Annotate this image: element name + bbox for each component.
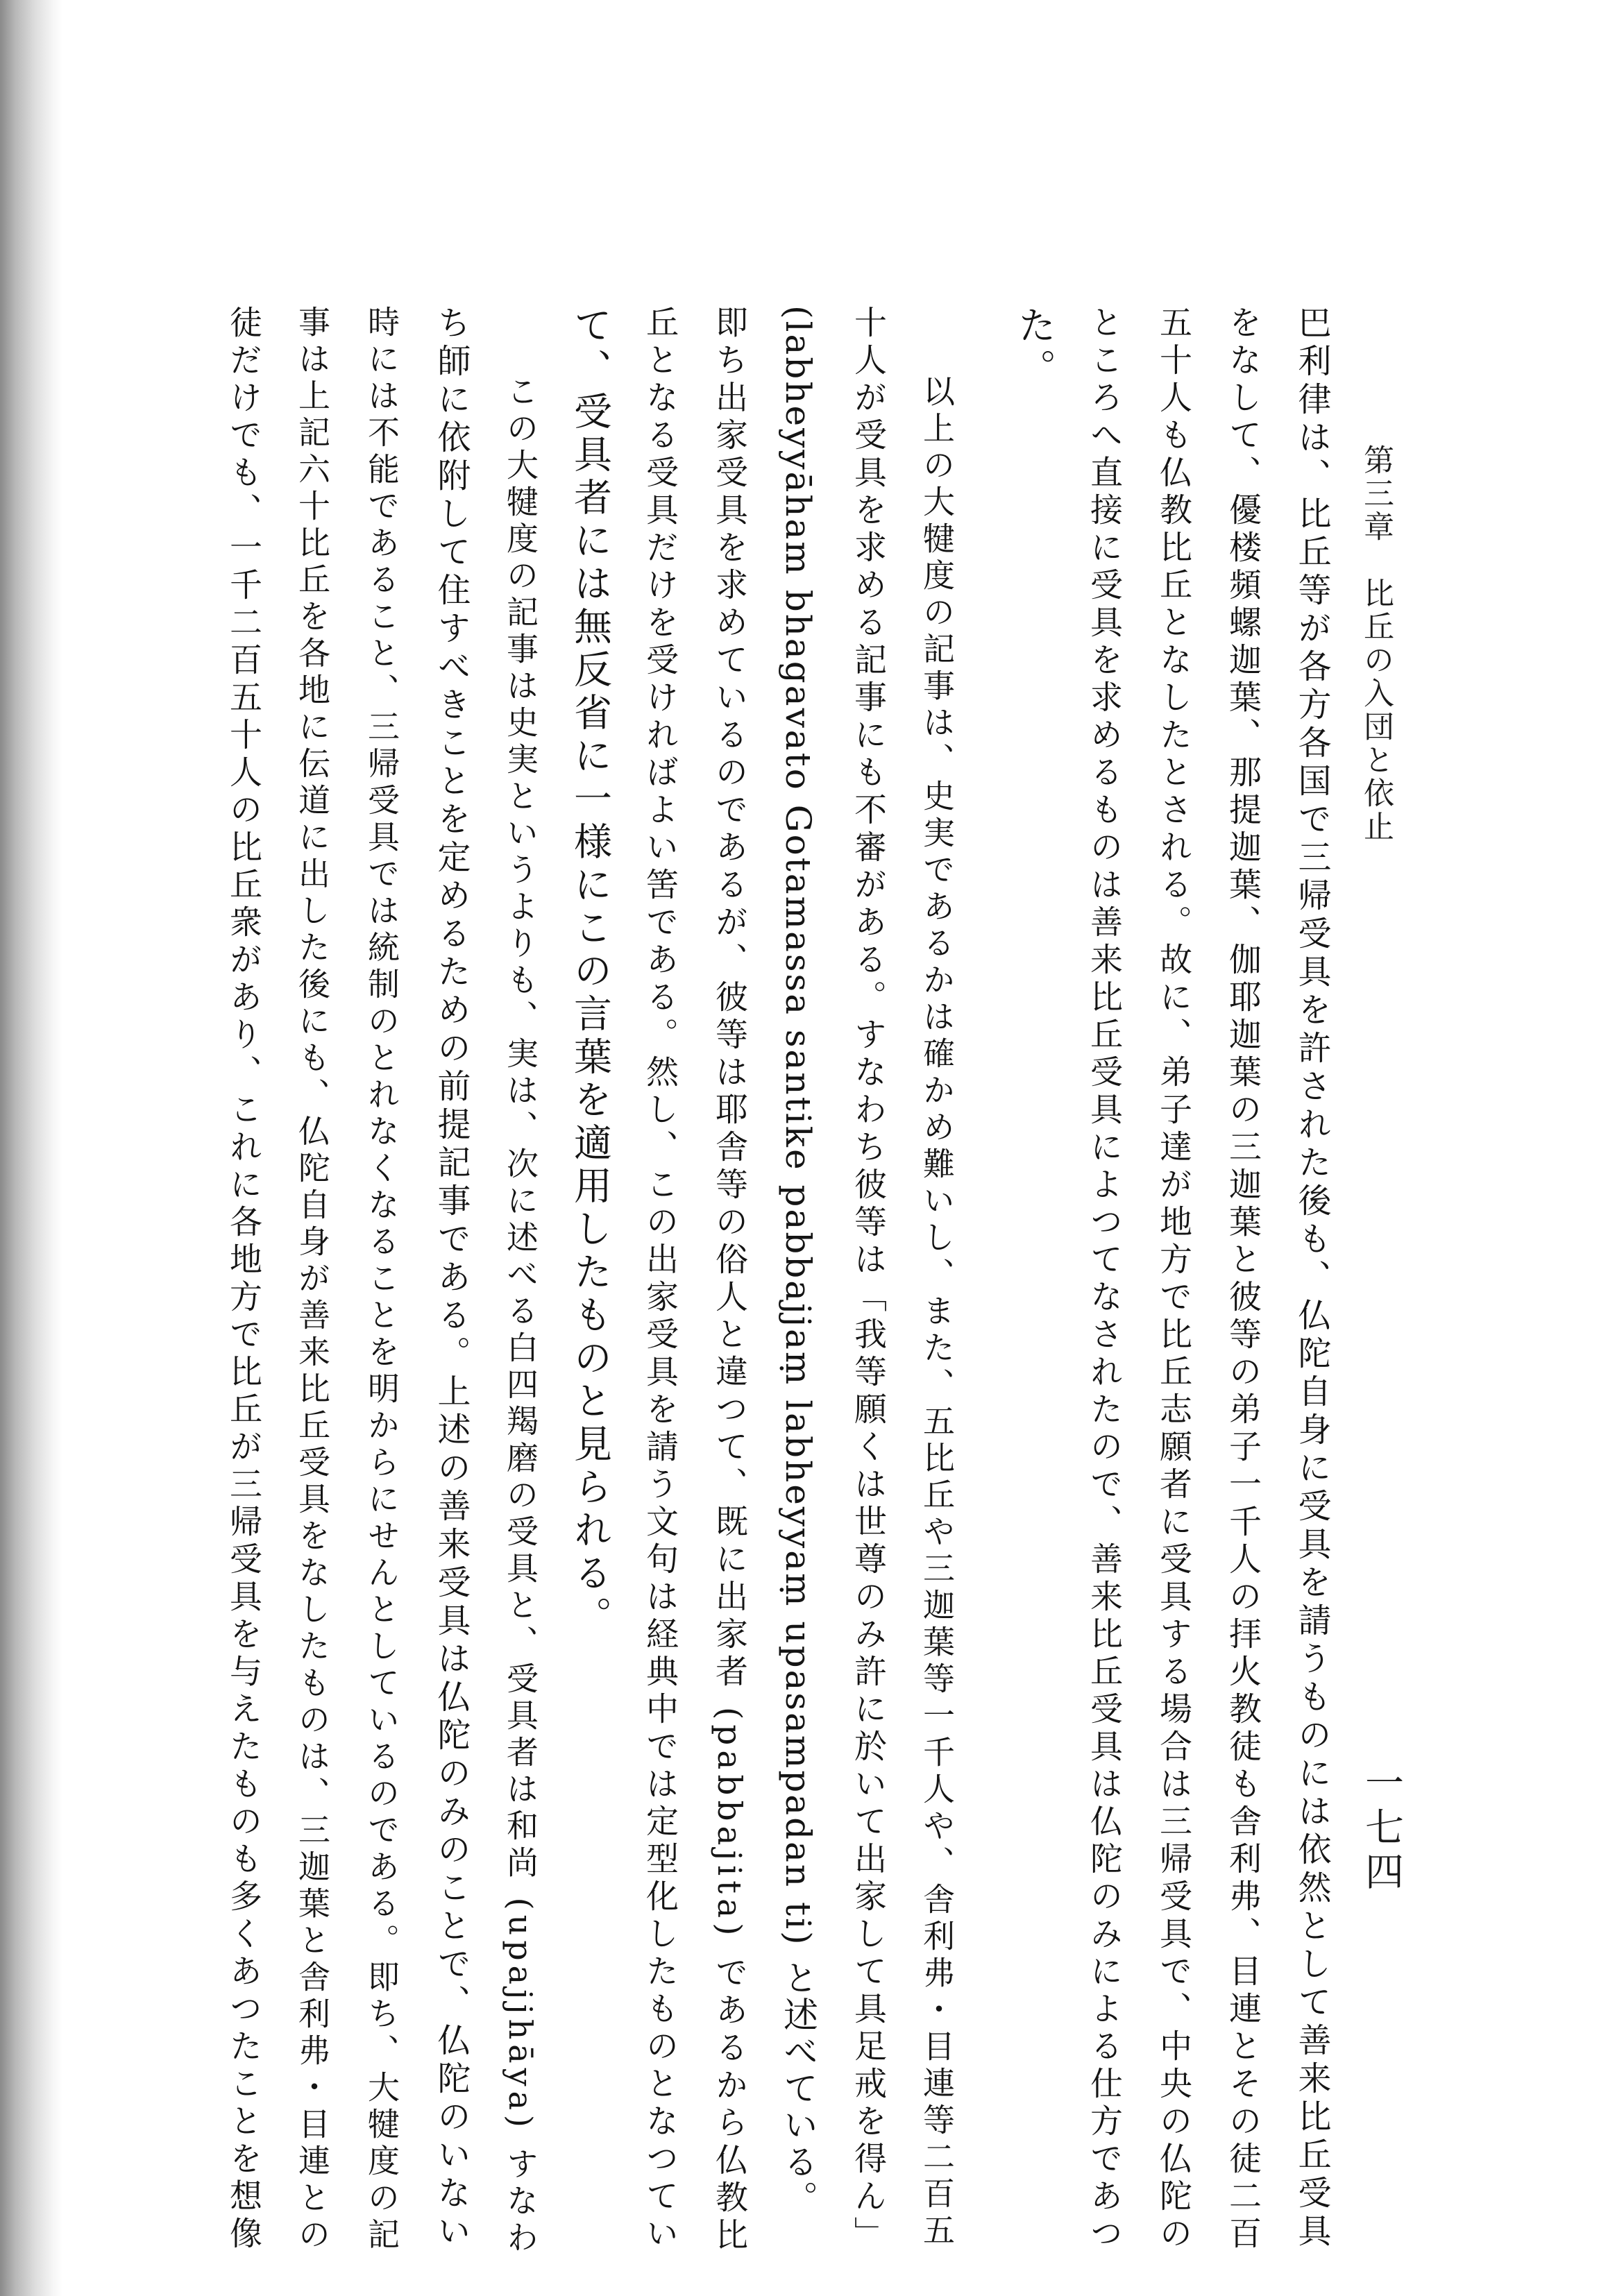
page-number: 一七四 (1359, 1762, 1404, 1896)
body-line-1: 巴利律は、比丘等が各方各国で三帰受具を許された後も、仏陀自身に受具を請うものには依然として善来比丘受具 (1292, 305, 1331, 2252)
body-line-7: 十人が受具を求める記事にも不審がある。すなわち彼等は「我等願くは世尊のみ許に於いて出家して具足戒を得ん」 (849, 305, 887, 2254)
body-line-13: ち師に依附して住すべきことを定めるための前提記事である。上述の善来受具は仏陀のみのことで、仏陀のいない (432, 305, 471, 2252)
body-line-3: 五十人も仏教比丘となしたとされる。故に、弟子達が地方で比丘志願者に受具する場合は三帰受具で、中央の仏陀の (1154, 305, 1192, 2254)
body-line-14: 時には不能であること、三帰受具では統制のとれなくなることを明からにせんとしているのである。即ち、大犍度の記 (363, 305, 400, 2254)
body-line-6: 以上の大犍度の記事は、史実であるかは確かめ難いし、また、五比丘や三迦葉等一千人や、舎利弗・目連等二百五 (918, 375, 956, 2250)
running-head: 第三章 比丘の入団と依止 (1358, 444, 1394, 844)
body-line-5: た。 (1012, 305, 1056, 391)
body-line-8: (labheyyāham bhagavato Gotamassa santike pabbajjaṃ labheyyaṃ upasampadan ti) と述べている。 (778, 305, 818, 2218)
body-line-4: ところへ直接に受具を求めるものは善来比丘受具によつてなされたので、善来比丘受具は仏陀のみによる仕方であつ (1085, 305, 1123, 2254)
body-line-16: 徒だけでも、一千二百五十人の比丘衆があり、これに各地方で比丘が三帰受具を与えたものも多くあつたことを想像 (224, 305, 262, 2254)
body-line-11: て、受具者には無反省に一様にこの言葉を適用したものと見られる。 (568, 305, 612, 1639)
body-line-9: 即ち出家受具を求めているのであるが、彼等は耶舎等の俗人と違つて、既に出家者 (pabbajita) であるから仏教比 (710, 305, 748, 2256)
body-line-2: をなして、優楼頻螺迦葉、那提迦葉、伽耶迦葉の三迦葉と彼等の弟子一千人の拝火教徒も舎利弗、目連とその徒二百 (1224, 305, 1262, 2254)
body-line-10: 丘となる受具だけを受ければよい筈である。然し、この出家受具を請う文句は経典中では定型化したものとなつてい (641, 305, 679, 2254)
body-line-12: この大犍度の記事は史実というよりも、実は、次に述べる白四羯磨の受具と、受具者は和尚 (upajjhāya) すなわ (502, 375, 539, 2258)
body-line-15: 事は上記六十比丘を各地に伝道に出した後にも、仏陀自身が善来比丘受具をなしたものは、三迦葉と舎利弗・目連との (294, 305, 331, 2254)
scan-shadow-edge (0, 0, 62, 2296)
